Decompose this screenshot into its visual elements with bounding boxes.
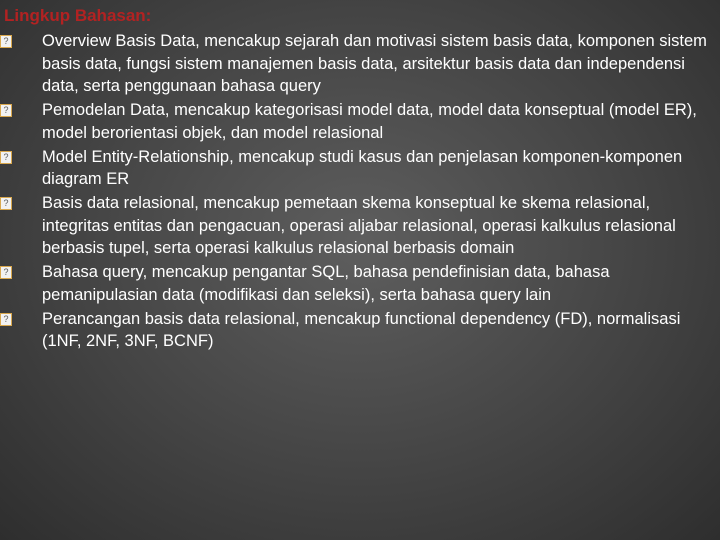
list-item	[0, 146, 716, 191]
list-item	[0, 308, 716, 353]
missing-glyph-icon: ?	[0, 104, 12, 117]
bullet-list	[0, 30, 716, 354]
list-item	[0, 261, 716, 306]
missing-glyph-icon: ?	[0, 266, 12, 279]
list-item-text: Overview Basis Data, mencakup sejarah dan motivasi sistem basis data, komponen sistem basis data, fungsi sistem manajemen basis data, arsitektur basis data dan independensi data, serta penggunaan bahasa query	[42, 32, 707, 95]
list-item-text: Model Entity-Relationship, mencakup studi kasus dan penjelasan komponen-komponen diagram ER	[42, 147, 683, 188]
list-item	[0, 30, 716, 98]
list-item-text: Pemodelan Data, mencakup kategorisasi model data, model data konseptual (model ER), model berorientasi objek, dan model relasional	[42, 101, 697, 142]
missing-glyph-icon: ?	[0, 151, 12, 164]
list-item-text: Perancangan basis data relasional, mencakup functional dependency (FD), normalisasi (1NF, 2NF, 3NF, BCNF)	[42, 309, 681, 350]
missing-glyph-icon: ?	[0, 197, 12, 210]
missing-glyph-icon: ?	[0, 313, 12, 326]
list-item	[0, 99, 716, 144]
list-item-text: Bahasa query, mencakup pengantar SQL, bahasa pendefinisian data, bahasa pemanipulasian data (modifikasi dan seleksi), serta bahasa query lain	[42, 263, 610, 304]
missing-glyph-icon: ?	[0, 35, 12, 48]
list-item	[0, 192, 716, 260]
list-item-text: Basis data relasional, mencakup pemetaan skema konseptual ke skema relasional, integritas entitas dan pengacuan, operasi aljabar relasional, operasi kalkulus relasional berbasis tupel, serta operasi kalkulus relasional berbasis domain	[42, 194, 676, 257]
slide-title: Lingkup Bahasan:	[4, 6, 152, 25]
